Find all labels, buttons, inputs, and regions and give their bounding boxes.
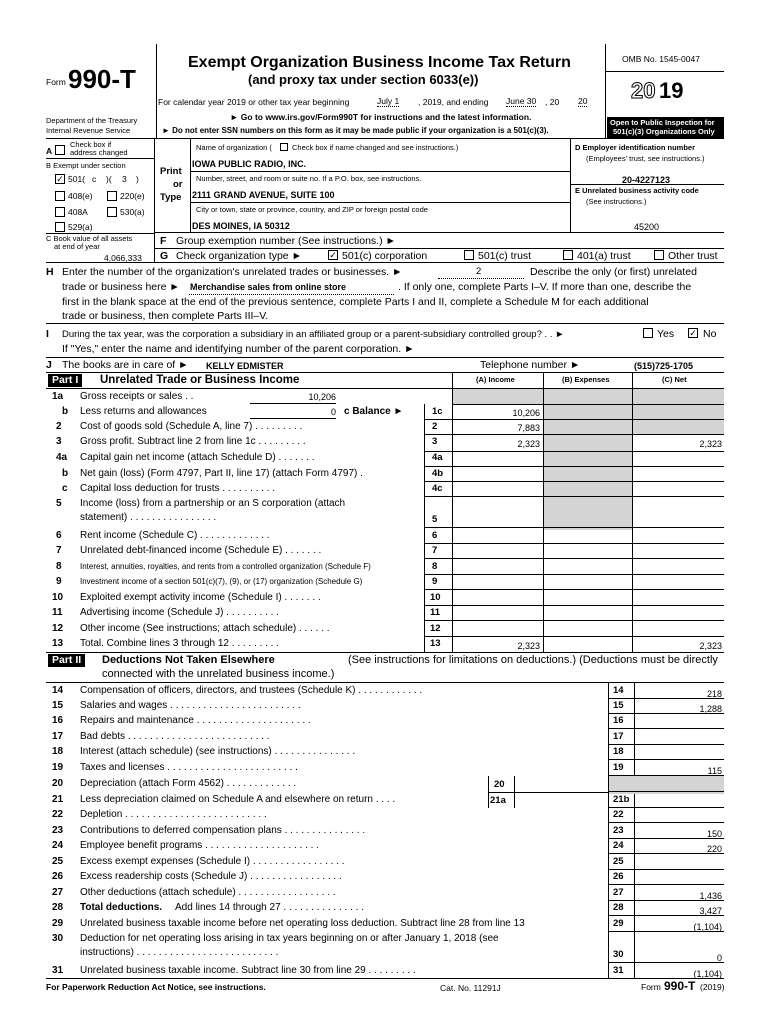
- exempt-408a-checkbox[interactable]: [55, 207, 65, 217]
- exempt-220e-checkbox[interactable]: [107, 191, 117, 201]
- line-amount: 1,436: [699, 891, 722, 901]
- row-rule: [608, 728, 724, 729]
- row-rule: [608, 853, 724, 854]
- line-number: 19: [52, 762, 64, 773]
- line-box-number: 18: [613, 746, 624, 757]
- row-rule: [608, 713, 724, 714]
- line-label: Interest (attach schedule) (see instructions) . . . . . . . . . . . . . . .: [80, 746, 356, 757]
- line-number: 14: [52, 685, 64, 696]
- line-amount: 3,427: [699, 906, 722, 916]
- line-number: 15: [52, 700, 64, 711]
- line-number: 18: [52, 746, 64, 757]
- row-rule: [608, 962, 724, 963]
- line-amount: (1,104): [693, 969, 722, 979]
- line-label: Depletion . . . . . . . . . . . . . . . . . . . . . . . . . .: [80, 809, 267, 820]
- line-21a-box: 21a: [490, 795, 506, 806]
- line-box-number: 16: [613, 715, 624, 726]
- book-value: 4,066,333: [104, 253, 142, 263]
- line-number: 21: [52, 794, 64, 805]
- org-street: 2111 GRAND AVENUE, SUITE 100: [192, 190, 335, 200]
- line-box-number: 19: [613, 762, 624, 773]
- omb-number: OMB No. 1545-0047: [622, 54, 700, 64]
- org-type-other-trust-checkbox[interactable]: [654, 250, 664, 260]
- line-number: 20: [52, 778, 64, 789]
- exempt-530a-checkbox[interactable]: [107, 207, 117, 217]
- line-2-income: 7,883: [517, 423, 540, 433]
- address-changed-checkbox[interactable]: [55, 145, 65, 155]
- dept-treasury: Department of the Treasury: [46, 116, 138, 125]
- business-description: Merchandise sales from online store: [190, 282, 347, 292]
- line-20-box: 20: [494, 779, 505, 790]
- line-box-number: 28: [613, 902, 624, 913]
- telephone-number: (515)725-1705: [634, 361, 694, 371]
- line-number: 30: [52, 933, 64, 944]
- ein: 20-4227123: [622, 175, 671, 185]
- part2-tag: Part II: [48, 654, 85, 667]
- line-number: 26: [52, 871, 64, 882]
- exempt-529a-checkbox[interactable]: [55, 222, 65, 232]
- form-subtitle: (and proxy tax under section 6033(e)): [248, 72, 479, 87]
- line-amount: 218: [706, 689, 722, 699]
- row-rule: [608, 807, 724, 808]
- line-box-number: 26: [613, 871, 624, 882]
- line-box-number: 24: [613, 840, 624, 851]
- line-number: 17: [52, 731, 64, 742]
- line-number: 16: [52, 715, 64, 726]
- line-number: 29: [52, 918, 64, 929]
- line-label: Add lines 14 through 27 . . . . . . . . . . . . . . .: [175, 902, 364, 913]
- business-count: 2: [476, 266, 482, 277]
- line-3-net: 2,323: [699, 439, 722, 449]
- line-label: Less depreciation claimed on Schedule A and elsewhere on return . . . .: [80, 794, 396, 805]
- line-number: 28: [52, 902, 64, 913]
- line-label: Repairs and maintenance . . . . . . . . . . . . . . . . . . . . .: [80, 715, 311, 726]
- footer-form-number: 990-T: [664, 979, 696, 993]
- line-13-net: 2,323: [699, 641, 722, 651]
- row-rule: [608, 744, 724, 745]
- line-13-income: 2,323: [517, 641, 540, 651]
- tax-year-end: June 30: [506, 96, 537, 106]
- line-box-number: 30: [613, 949, 624, 960]
- line-amount: (1,104): [693, 922, 722, 932]
- exempt-408e-checkbox[interactable]: [55, 191, 65, 201]
- org-type-501c-trust-checkbox[interactable]: [464, 250, 474, 260]
- row-rule: [608, 900, 724, 901]
- line-amount: 1,288: [699, 704, 722, 714]
- line-1c-income: 10,206: [512, 408, 540, 418]
- name-changed-checkbox[interactable]: [280, 143, 288, 151]
- row-rule: [608, 838, 724, 839]
- line-label: Taxes and licenses . . . . . . . . . . . . . . . . . . . . . . . .: [80, 762, 298, 773]
- line-amount: 220: [706, 844, 722, 854]
- line-label: Deduction for net operating loss arising in tax years beginning on or after January 1, 2018 (see: [80, 933, 499, 944]
- line-label: Contributions to deferred compensation plans . . . . . . . . . . . . . . .: [80, 825, 366, 836]
- line-amount: 0: [716, 953, 722, 963]
- row-rule: [608, 822, 724, 823]
- row-rule: [608, 931, 724, 932]
- form-label: Form: [46, 77, 66, 87]
- tax-year-end-year: 20: [578, 96, 588, 106]
- line-amount: 115: [707, 766, 722, 776]
- line-box-number: 15: [613, 700, 624, 711]
- org-type-501c-corp-checkbox[interactable]: ✓: [329, 250, 337, 260]
- row-rule: [608, 775, 724, 776]
- line-3-income: 2,323: [517, 439, 540, 449]
- line-box-number: 31: [613, 965, 624, 976]
- line-number: 24: [52, 840, 64, 851]
- open-inspection-banner: Open to Public Inspection for 501(c)(3) Organizations Only: [607, 117, 724, 138]
- line-box-number: 23: [613, 825, 624, 836]
- line-label-cont: instructions) . . . . . . . . . . . . . . . . . . . . . . . . . .: [80, 947, 279, 958]
- form-number: 990-T: [68, 64, 136, 94]
- row-rule: [608, 915, 724, 916]
- tax-year-outline: 20: [631, 78, 656, 103]
- instructions-link[interactable]: ► Go to www.irs.gov/Form990T for instructions and the latest information.: [230, 112, 532, 122]
- line-box-number: 27: [613, 887, 624, 898]
- returns-allowances: 0: [330, 407, 336, 417]
- part2-title: Deductions Not Taken Elsewhere: [102, 654, 275, 666]
- line-label: Salaries and wages . . . . . . . . . . . . . . . . . . . . . . . .: [80, 700, 301, 711]
- org-type-401a-trust-checkbox[interactable]: [563, 250, 573, 260]
- line-number: 27: [52, 887, 64, 898]
- line-label: Unrelated business taxable income before net operating loss deduction. Subtract line 28 from line 13: [80, 918, 525, 929]
- line-label: Employee benefit programs . . . . . . . . . . . . . . . . . . . . .: [80, 840, 319, 851]
- line-label: Other deductions (attach schedule) . . . . . . . . . . . . . . . . . .: [80, 887, 336, 898]
- line-box-number: 29: [613, 918, 624, 929]
- form-title: Exempt Organization Business Income Tax Return: [188, 54, 571, 71]
- activity-code: 45200: [634, 222, 660, 232]
- row-rule: [608, 869, 724, 870]
- row-rule: [608, 791, 724, 792]
- group-exemption-label: Group exemption number (See instructions.) ►: [176, 235, 396, 247]
- line-label: Unrelated business taxable income. Subtract line 30 from line 29 . . . . . . . . .: [80, 965, 416, 976]
- line-number: 23: [52, 825, 64, 836]
- part1-title: Unrelated Trade or Business Income: [100, 374, 300, 386]
- row-rule: [608, 698, 724, 699]
- org-name: IOWA PUBLIC RADIO, INC.: [192, 159, 307, 169]
- ssn-note: ► Do not enter SSN numbers on this form as it may be made public if your organization is a 501(c)(3).: [162, 126, 549, 135]
- subsidiary-yes-checkbox[interactable]: [643, 328, 653, 338]
- line-label: Excess readership costs (Schedule J) . . . . . . . . . . . . . . . . .: [80, 871, 342, 882]
- line-label: Compensation of officers, directors, and trustees (Schedule K) . . . . . . . . . . . .: [80, 685, 423, 696]
- part1-tag: Part I: [48, 374, 82, 387]
- line-box-number: 21b: [613, 794, 630, 805]
- tax-year-begin: July 1: [377, 96, 400, 106]
- books-in-care-of: KELLY EDMISTER: [206, 361, 284, 371]
- line-box-number: 25: [613, 856, 624, 867]
- line-box-number: 14: [613, 685, 624, 696]
- line-number: 22: [52, 809, 64, 820]
- line-label: Depreciation (attach Form 4562) . . . . . . . . . . . . .: [80, 778, 297, 789]
- line-label: Bad debts . . . . . . . . . . . . . . . . . . . . . . . . . .: [80, 731, 270, 742]
- catalog-number: Cat. No. 11291J: [440, 983, 501, 993]
- subsidiary-no-checkbox[interactable]: ✓: [689, 328, 697, 338]
- line-label: Excess exempt expenses (Schedule I) . . . . . . . . . . . . . . . . .: [80, 856, 345, 867]
- exempt-501-checkbox[interactable]: ✓: [56, 174, 64, 184]
- line-box-number: 17: [613, 731, 624, 742]
- org-city: DES MOINES, IA 50312: [192, 221, 290, 231]
- line-number: 25: [52, 856, 64, 867]
- tax-year-bold: 19: [659, 78, 684, 103]
- line-box-number: 22: [613, 809, 624, 820]
- line-label-bold: Total deductions.: [80, 902, 163, 913]
- row-rule: [608, 759, 724, 760]
- paperwork-notice: For Paperwork Reduction Act Notice, see instructions.: [46, 982, 266, 992]
- row-rule: [608, 884, 724, 885]
- gross-receipts: 10,206: [308, 392, 336, 402]
- line-number: 31: [52, 965, 64, 976]
- irs-label: Internal Revenue Service: [46, 126, 131, 135]
- line-amount: 150: [706, 829, 722, 839]
